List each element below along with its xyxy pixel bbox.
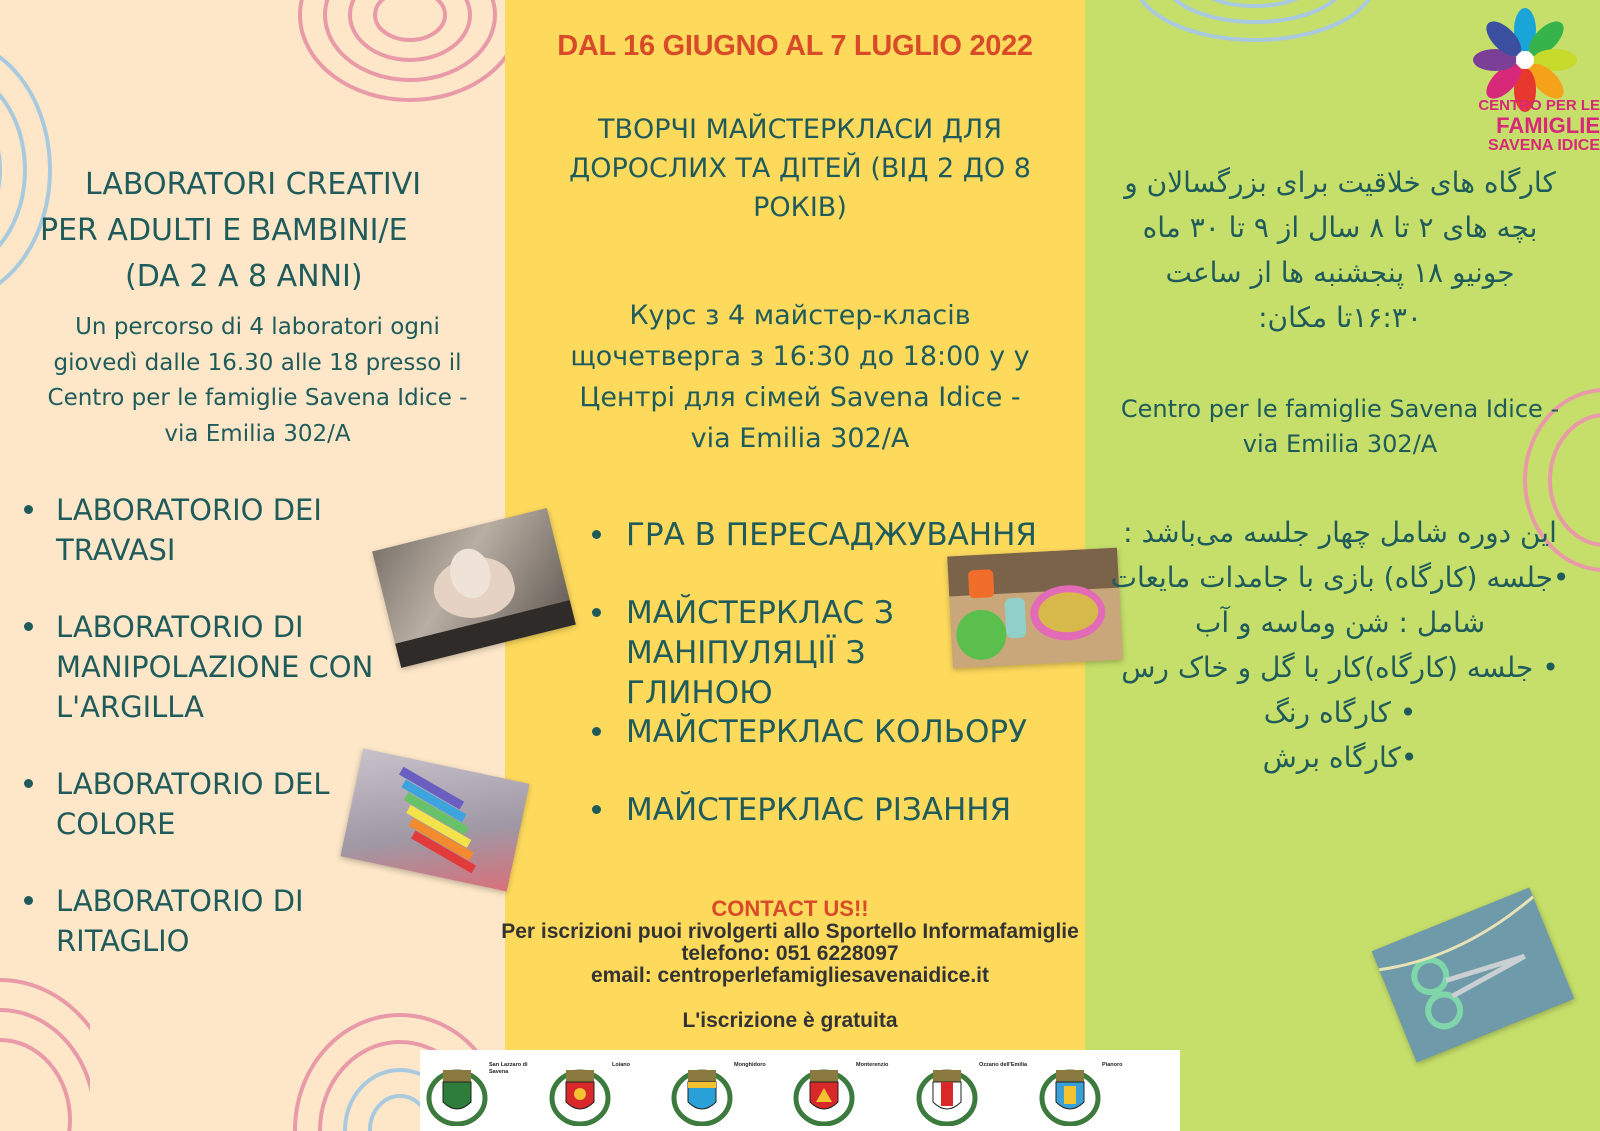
list-item: •کارگاه برش xyxy=(1262,741,1418,774)
crest-icon xyxy=(1038,1054,1158,1129)
municipality-name: Loiano xyxy=(612,1062,631,1068)
event-dates: DAL 16 GIUGNO AL 7 LUGLIO 2022 xyxy=(557,30,1033,62)
crest-icon xyxy=(915,1054,1035,1129)
italian-bullet-list xyxy=(20,607,440,727)
persian-address: Centro per le famiglie Savena Idice - via Emilia 302/A xyxy=(1120,395,1560,458)
ukrainian-bullet-list xyxy=(588,593,908,713)
brand-name xyxy=(1455,97,1600,155)
list-item: LABORATORIO DEI TRAVASI xyxy=(20,490,350,570)
municipality-logos xyxy=(420,1050,1180,1131)
italian-title-line: LABORATORI CREATIVI xyxy=(85,167,422,202)
italian-title-line: (DA 2 A 8 ANNI) xyxy=(125,259,363,294)
contact-phone: telefono: 051 6228097 xyxy=(681,942,899,965)
persian-intro: کارگاه های خلاقیت برای بزرگسالان و بچه های ۲ تا ۸ سال از ۹ تا ۳۰ ماه جونیو ۱۸ پنجشنبه ها از ساعت ۱۶:۳۰تا مکان: xyxy=(1124,166,1556,334)
list-item: •جلسه (کارگاه) بازی با جامدات مایعات شامل : شن وماسه و آب xyxy=(1110,561,1570,639)
list-item: • کارگاه رنگ xyxy=(1263,696,1417,729)
municipality-name: San Lazzaro di Savena xyxy=(489,1062,528,1075)
contact-section xyxy=(420,897,1160,1033)
italian-description: Un percorso di 4 laboratori ogni giovedì dalle 16.30 alle 18 presso il Centro per le famiglie Savena Idice - via Emilia 302/A xyxy=(47,314,468,447)
list-item: LABORATORIO DEL COLORE xyxy=(20,764,350,844)
brand-line: SAVENA IDICE xyxy=(1487,137,1600,154)
municipality-name: Monterenzio xyxy=(856,1062,889,1068)
municipality-name: Ozzano dell'Emilia xyxy=(979,1062,1028,1068)
persian-course xyxy=(1110,510,1570,780)
contact-heading: CONTACT US!! xyxy=(711,896,869,921)
municipality-name: Monghidoro xyxy=(734,1062,766,1068)
list-item: МАЙСТЕРКЛАС РІЗАННЯ xyxy=(588,790,1058,830)
list-item: • جلسه (کارگاه)کار با گل و خاک رس xyxy=(1121,651,1559,684)
crest-icon xyxy=(548,1054,668,1129)
ukrainian-bullet-list xyxy=(588,712,1058,752)
crest-icon xyxy=(670,1054,790,1129)
swirl-decoration xyxy=(1125,0,1385,50)
crest-icon xyxy=(425,1054,545,1129)
list-item: LABORATORIO DI MANIPOLAZIONE CON L'ARGILLA xyxy=(20,607,400,727)
list-item: ГРА В ПЕРЕСАДЖУВАННЯ xyxy=(588,515,1058,555)
registration-free-note: L'iscrizione è gratuita xyxy=(682,1009,898,1032)
ukrainian-bullet-list xyxy=(588,790,1058,830)
brand-line: FAMIGLIE xyxy=(1496,113,1600,138)
swirl-decoration xyxy=(290,0,505,130)
italian-bullet-list xyxy=(20,881,440,961)
bowls-photo xyxy=(947,548,1123,669)
contact-email: email: centroperlefamigliesavenaidice.it xyxy=(591,964,989,987)
italian-title-line: PER ADULTI E BAMBINI/E xyxy=(40,213,408,248)
ukrainian-bullet-list xyxy=(588,515,1058,555)
ukrainian-description: Курс з 4 майстер-класів щочетверга з 16:30 до 18:00 у у Центрі для сімей Savena Idice - via Emilia 302/A xyxy=(570,300,1030,454)
italian-title xyxy=(40,162,480,300)
ukrainian-title: ТВОРЧІ МАЙСТЕРКЛАСИ ДЛЯ ДОРОСЛИХ ТА ДІТЕЙ (ВІД 2 ДО 8 РОКІВ) xyxy=(569,114,1031,223)
list-item: МАЙСТЕРКЛАС КОЛЬОРУ xyxy=(588,712,1058,752)
persian-course-intro: این دوره شامل چهار جلسه می‌باشد : xyxy=(1123,516,1557,549)
crest-icon xyxy=(792,1054,912,1129)
contact-info: Per iscrizioni puoi rivolgerti allo Sportello Informafamiglie xyxy=(501,920,1079,943)
brand-line: CENTRO PER LE xyxy=(1478,97,1600,114)
list-item: МАЙСТЕРКЛАС З МАНІПУЛЯЦІЇ З ГЛИНОЮ xyxy=(588,593,908,713)
municipality-name: Pianoro xyxy=(1102,1062,1123,1068)
list-item: LABORATORIO DI RITAGLIO xyxy=(20,881,350,961)
